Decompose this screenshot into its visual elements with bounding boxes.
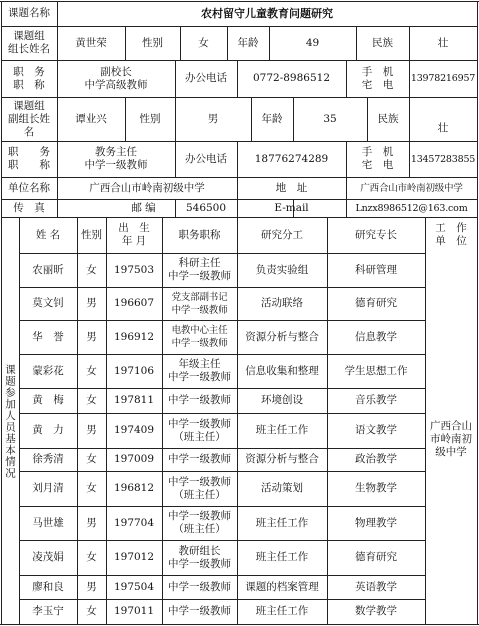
leader-mobile: 13978216957 [410,73,476,84]
member-role: 资源分析与整合 [245,330,319,343]
unit-name: 广西合山市岭南初级中学 [89,181,205,194]
postcode-label: 邮 编 [131,201,156,214]
member-gender: 男 [86,297,97,309]
leader-gender: 女 [198,36,209,49]
member-title: 年级主任 中学一级教师 [168,358,231,383]
member-born: 197012 [113,551,155,563]
member-specialty: 数学教学 [355,605,397,617]
member-gender: 女 [86,263,97,276]
deputy-age: 35 [323,112,337,125]
leader-phone-label: 办公电话 [185,72,227,84]
member-role: 活动联络 [261,297,303,309]
member-title: 中学一级教师 （班主任） [168,510,231,535]
leader-title: 副校长 中学高级教师 [84,65,148,91]
member-born: 197704 [113,516,155,529]
leader-ethnic: 壮 [437,36,449,49]
member-title: 中学一级教师 （班主任） [168,417,231,443]
member-role: 课题的档案管理 [245,580,319,593]
member-role: 环境创设 [261,394,303,406]
member-role: 班主任工作 [255,424,309,436]
leader-title-label: 职 务 职 称 [13,65,45,91]
member-role: 负责实验组 [255,263,309,276]
member-born: 196607 [113,297,155,309]
member-specialty: 英语教学 [355,580,397,593]
member-name: 蒙彩花 [32,364,64,377]
work-unit-merged: 广西合山 市岭南初 级中学 [430,419,472,458]
member-title: 科研主任 中学一级教师 [168,257,231,282]
member-role: 班主任工作 [255,605,309,617]
fax-label: 传 真 [13,201,45,214]
fax [57,199,119,217]
member-title: 中学一级教师 [168,605,231,617]
member-title: 电教中心主任 中学一级教师 [171,325,228,349]
member-gender: 女 [86,394,97,406]
email: Lnzx8986512@163.com [355,202,468,214]
member-role: 班主任工作 [255,516,309,529]
member-title: 中学一级教师 （班主任） [168,475,231,501]
postcode: 546500 [185,201,227,214]
address-label: 地 址 [275,181,308,194]
member-born: 196912 [113,330,155,343]
member-specialty: 音乐教学 [355,394,397,406]
header-title: 职务职称 [178,228,221,241]
member-specialty: 政治教学 [355,453,397,465]
header-work-unit: 工 作 单 位 [435,222,467,247]
deputy-age-label: 年龄 [261,112,283,125]
member-role: 信息收集和整理 [245,364,319,377]
member-born: 197503 [113,263,155,276]
member-born: 197409 [113,424,155,436]
email-label: E-mail [274,201,309,214]
deputy-mobile: 13457283855 [410,153,476,165]
member-specialty: 信息教学 [355,330,397,343]
member-born: 197504 [113,580,155,593]
member-gender: 男 [86,516,97,529]
member-born: 197811 [113,394,155,406]
member-name: 华 誉 [32,330,64,343]
project-title-label: 课题名称 [8,7,50,19]
leader-age-label: 年龄 [237,36,259,49]
deputy-name-label: 课题组 副组长姓 名 [8,99,50,138]
member-title: 中学一级教师 [168,394,231,406]
member-gender: 女 [86,453,97,465]
member-title: 党支部副书记 中学一级教师 [171,291,228,316]
deputy-title: 教务主任 中学一级教师 [84,146,148,171]
deputy-gender: 男 [207,112,219,125]
header-birth: 出 生 年 月 [118,222,150,247]
member-role: 资源分析与整合 [245,453,319,465]
member-gender: 男 [86,330,97,343]
member-specialty: 学生思想工作 [344,364,408,377]
member-name: 农丽昕 [32,263,64,276]
member-gender: 女 [86,482,97,494]
deputy-title-label: 职 务 职 称 [8,146,50,171]
member-name: 徐秀清 [32,453,64,465]
member-name: 廖和良 [32,580,64,593]
member-name: 黄 力 [32,424,64,436]
member-born: 197011 [113,605,155,617]
member-title: 中学一级教师 [168,580,231,593]
member-name: 黄 梅 [32,394,64,406]
leader-age: 49 [305,36,320,49]
member-gender: 女 [86,605,97,617]
unit-label: 单位名称 [8,181,50,194]
leader-phone: 0772-8986512 [252,72,331,84]
members-section-label: 课题参加人员基本情况 [4,363,16,479]
member-born: 197009 [113,453,155,465]
deputy-name: 谭业兴 [75,112,107,125]
member-gender: 男 [86,424,97,436]
member-gender: 女 [86,551,97,563]
member-specialty: 科研管理 [355,263,397,276]
member-role: 活动策划 [261,482,303,494]
project-title: 农村留守儿童教育问题研究 [201,7,333,20]
member-name: 刘月清 [32,482,64,494]
member-specialty: 语文教学 [355,424,397,436]
header-gender: 性别 [81,228,102,241]
member-specialty: 德育研究 [355,297,397,309]
member-name: 凌茂娟 [32,551,64,563]
leader-mobile-label: 手 机 宅 电 [361,65,394,91]
member-role: 班主任工作 [255,551,309,563]
address: 广西合山市岭南初级中学 [360,182,463,194]
leader-name-label: 课题组 组长姓名 [8,30,50,55]
member-specialty: 德育研究 [355,551,397,563]
member-name: 李玉宁 [32,605,64,617]
deputy-ethnic: 壮 [437,121,449,134]
header-name: 姓 名 [35,228,61,241]
member-born: 197106 [113,364,155,377]
deputy-ethnic-label: 民族 [377,112,399,125]
leader-ethnic-label: 民族 [372,36,393,49]
leader-gender-label: 性别 [142,36,163,49]
member-born: 196812 [113,482,155,494]
member-gender: 男 [86,580,97,593]
member-gender: 女 [86,364,97,377]
deputy-phone-label: 办公电话 [185,152,227,165]
deputy-phone: 18776274289 [254,152,329,165]
member-name: 莫文钊 [32,297,64,309]
member-title: 教研组长 中学一级教师 [168,544,231,570]
header-role: 研究分工 [261,228,303,241]
deputy-gender-label: 性别 [139,112,161,125]
header-specialty: 研究专长 [355,228,397,241]
member-specialty: 物理教学 [355,516,397,529]
member-title: 中学一级教师 [168,453,231,465]
member-specialty: 生物教学 [355,482,397,494]
leader-name: 黄世荣 [75,36,107,49]
member-name: 马世雄 [32,516,64,529]
deputy-mobile-label: 手 机 宅 电 [361,146,394,171]
